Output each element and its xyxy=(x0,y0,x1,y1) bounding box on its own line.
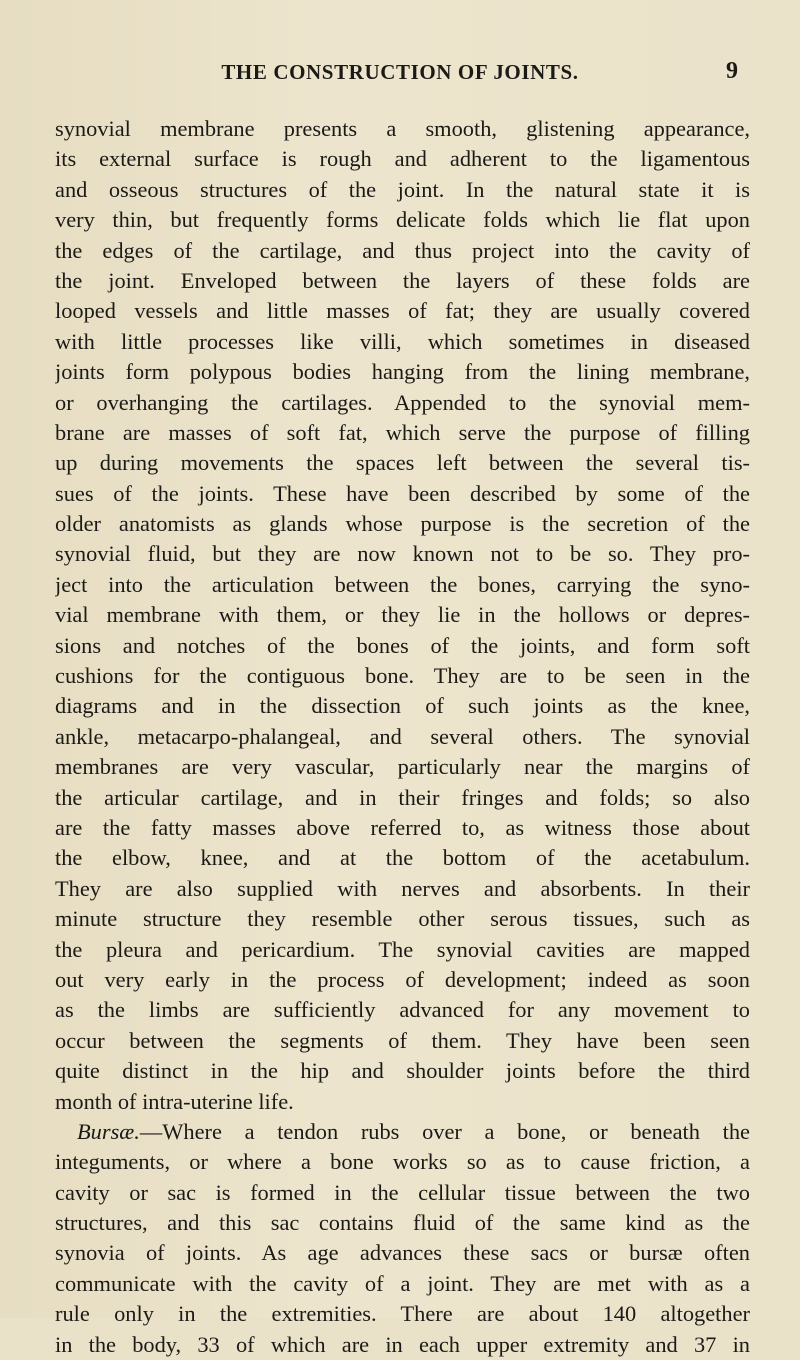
text-line: the edges of the cartilage, and thus project into the cavity of xyxy=(55,237,750,263)
text-line: month of intra-uterine life. xyxy=(55,1088,294,1114)
text-line: quite distinct in the hip and shoulder joints before the third xyxy=(55,1058,750,1084)
text-line: synovial membrane presents a smooth, glistening appearance, xyxy=(55,116,750,141)
text-line: and osseous structures of the joint. In the natural state it is xyxy=(55,176,750,202)
text-line xyxy=(55,1117,750,1147)
text-line: structures, and this sac contains fluid of the same kind as the xyxy=(55,1210,750,1236)
text-line: occur between the segments of them. They have been seen xyxy=(55,1027,750,1053)
text-line: with little processes like villi, which sometimes in diseased xyxy=(55,328,750,354)
text-line-rest: —Where a tendon rubs over a bone, or beneath the xyxy=(139,1118,750,1144)
text-line: cushions for the contiguous bone. They are to be seen in the xyxy=(55,663,750,689)
text-line: communicate with the cavity of a joint. They are met with as a xyxy=(55,1270,750,1296)
text-line: the pleura and pericardium. The synovial cavities are mapped xyxy=(55,936,750,962)
text-line: integuments, or where a bone works so as to cause friction, a xyxy=(55,1149,750,1175)
text-line: vial membrane with them, or they lie in the hollows or depres- xyxy=(55,602,750,628)
text-line: joints form polypous bodies hanging from the lining membrane, xyxy=(55,359,750,385)
text-line: diagrams and in the dissection of such joints as the knee, xyxy=(55,693,750,719)
text-line: They are also supplied with nerves and absorbents. In their xyxy=(55,875,750,901)
text-line: ject into the articulation between the bones, carrying the syno- xyxy=(55,571,750,597)
page-number: 9 xyxy=(726,58,738,84)
text-line: its external surface is rough and adherent to the ligamentous xyxy=(55,146,750,172)
text-line: synovial fluid, but they are now known not to be so. They pro- xyxy=(55,541,750,567)
text-line: are the fatty masses above referred to, as witness those about xyxy=(55,814,750,840)
text-line: as the limbs are sufficiently advanced for any movement to xyxy=(55,997,750,1023)
text-line: minute structure they resemble other serous tissues, such as xyxy=(55,906,750,932)
text-line: ankle, metacarpo-phalangeal, and several others. The synovial xyxy=(55,723,750,749)
section-term: Bursæ. xyxy=(77,1118,140,1144)
text-line: membranes are very vascular, particularly near the margins of xyxy=(55,754,750,780)
text-line: out very early in the process of development; indeed as soon xyxy=(55,966,750,992)
page-header xyxy=(0,58,800,88)
text-line: the articular cartilage, and in their fringes and folds; so also xyxy=(55,784,750,810)
text-line: or overhanging the cartilages. Appended to the synovial mem- xyxy=(55,389,750,415)
text-line: the elbow, knee, and at the bottom of the acetabulum. xyxy=(55,845,750,871)
paragraph-synovial-membrane xyxy=(55,114,750,1117)
text-line: up during movements the spaces left between the several tis- xyxy=(55,450,750,476)
text-line: rule only in the extremities. There are about 140 altogether xyxy=(55,1301,750,1327)
paragraph-bursae xyxy=(55,1117,750,1360)
text-line: synovia of joints. As age advances these sacs or bursæ often xyxy=(55,1240,750,1266)
text-line: sions and notches of the bones of the joints, and form soft xyxy=(55,632,750,658)
body-text xyxy=(55,114,750,1360)
text-line: very thin, but frequently forms delicate folds which lie flat upon xyxy=(55,207,750,233)
text-line: in the body, 33 of which are in each upper extremity and 37 in xyxy=(55,1331,750,1357)
text-line: older anatomists as glands whose purpose is the secretion of the xyxy=(55,511,750,537)
text-line: sues of the joints. These have been described by some of the xyxy=(55,480,750,506)
text-line: cavity or sac is formed in the cellular tissue between the two xyxy=(55,1179,750,1205)
text-line: the joint. Enveloped between the layers of these folds are xyxy=(55,267,750,293)
text-line: looped vessels and little masses of fat; they are usually covered xyxy=(55,298,750,324)
text-line: brane are masses of soft fat, which serve the purpose of filling xyxy=(55,419,750,445)
running-head: THE CONSTRUCTION OF JOINTS. xyxy=(221,60,579,84)
